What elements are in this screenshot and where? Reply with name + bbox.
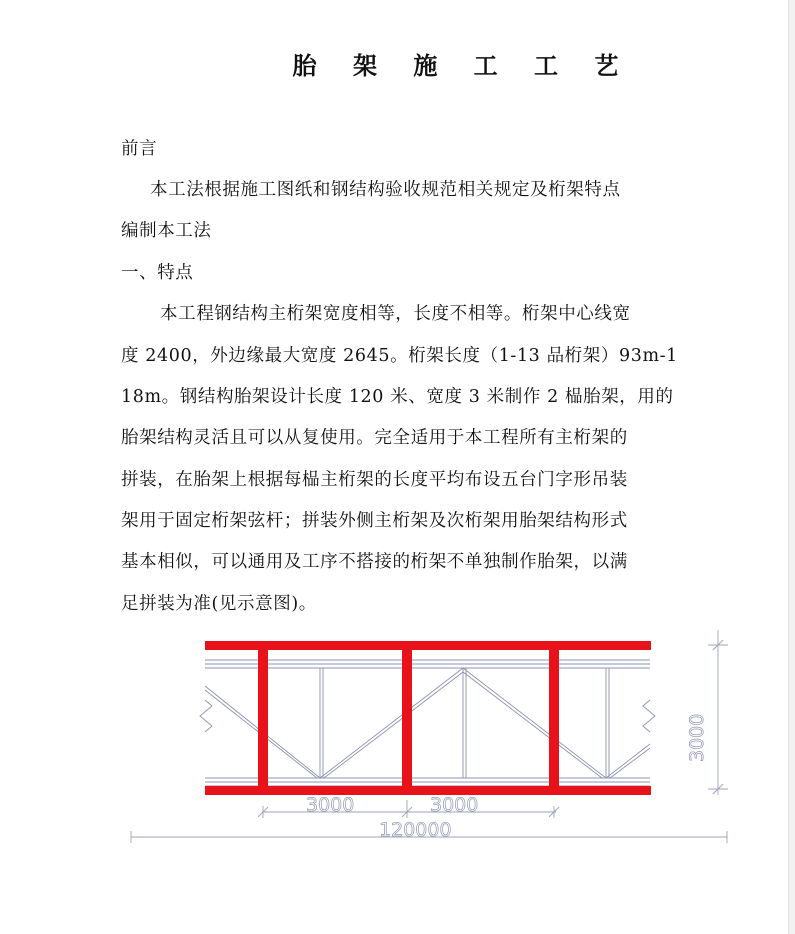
preface-heading: 前言 — [121, 139, 158, 159]
body-line-1: 本工程钢结构主桁架宽度相等，长度不相等。桁架中心线宽 — [160, 304, 631, 324]
dim-label-3000-left: 3000 — [306, 794, 355, 816]
body-line-7: 基本相似，可以通用及工序不搭接的桁架不单独制作胎架，以满 — [121, 552, 628, 572]
body-line-2: 度 2400，外边缘最大宽度 2645。桁架长度（1-13 品桁架）93m-1 — [121, 346, 678, 366]
bottom-chord — [205, 786, 651, 795]
post-2 — [402, 641, 412, 795]
body-line-5: 拼装，在胎架上根据每榀主桁架的长度平均布设五台门字形吊装 — [121, 470, 628, 490]
document-title: 胎 架 施 工 工 艺 — [292, 51, 633, 80]
body-line-4: 胎架结构灵活且可以从复使用。完全适用于本工程所有主桁架的 — [121, 428, 628, 448]
body-line-3: 18m。钢结构胎架设计长度 120 米、宽度 3 米制作 2 榀胎架，用的 — [121, 387, 674, 407]
intro-line-1: 本工法根据施工图纸和钢结构验收规范相关规定及桁架特点 — [150, 180, 621, 200]
intro-line-2: 编制本工法 — [121, 221, 212, 241]
dim-label-width: 3000 — [686, 713, 708, 762]
top-chord — [205, 641, 651, 650]
section-1-heading: 一、特点 — [121, 263, 194, 283]
truss-lines — [200, 660, 655, 786]
dim-label-total: 120000 — [379, 819, 452, 841]
post-1 — [258, 641, 268, 795]
post-3 — [549, 641, 559, 795]
body-line-8: 足拼装为准(见示意图)。 — [121, 594, 317, 614]
dim-label-3000-right: 3000 — [430, 794, 479, 816]
body-line-6: 架用于固定桁架弦杆；拼装外侧主桁架及次桁架用胎架结构形式 — [121, 511, 628, 531]
